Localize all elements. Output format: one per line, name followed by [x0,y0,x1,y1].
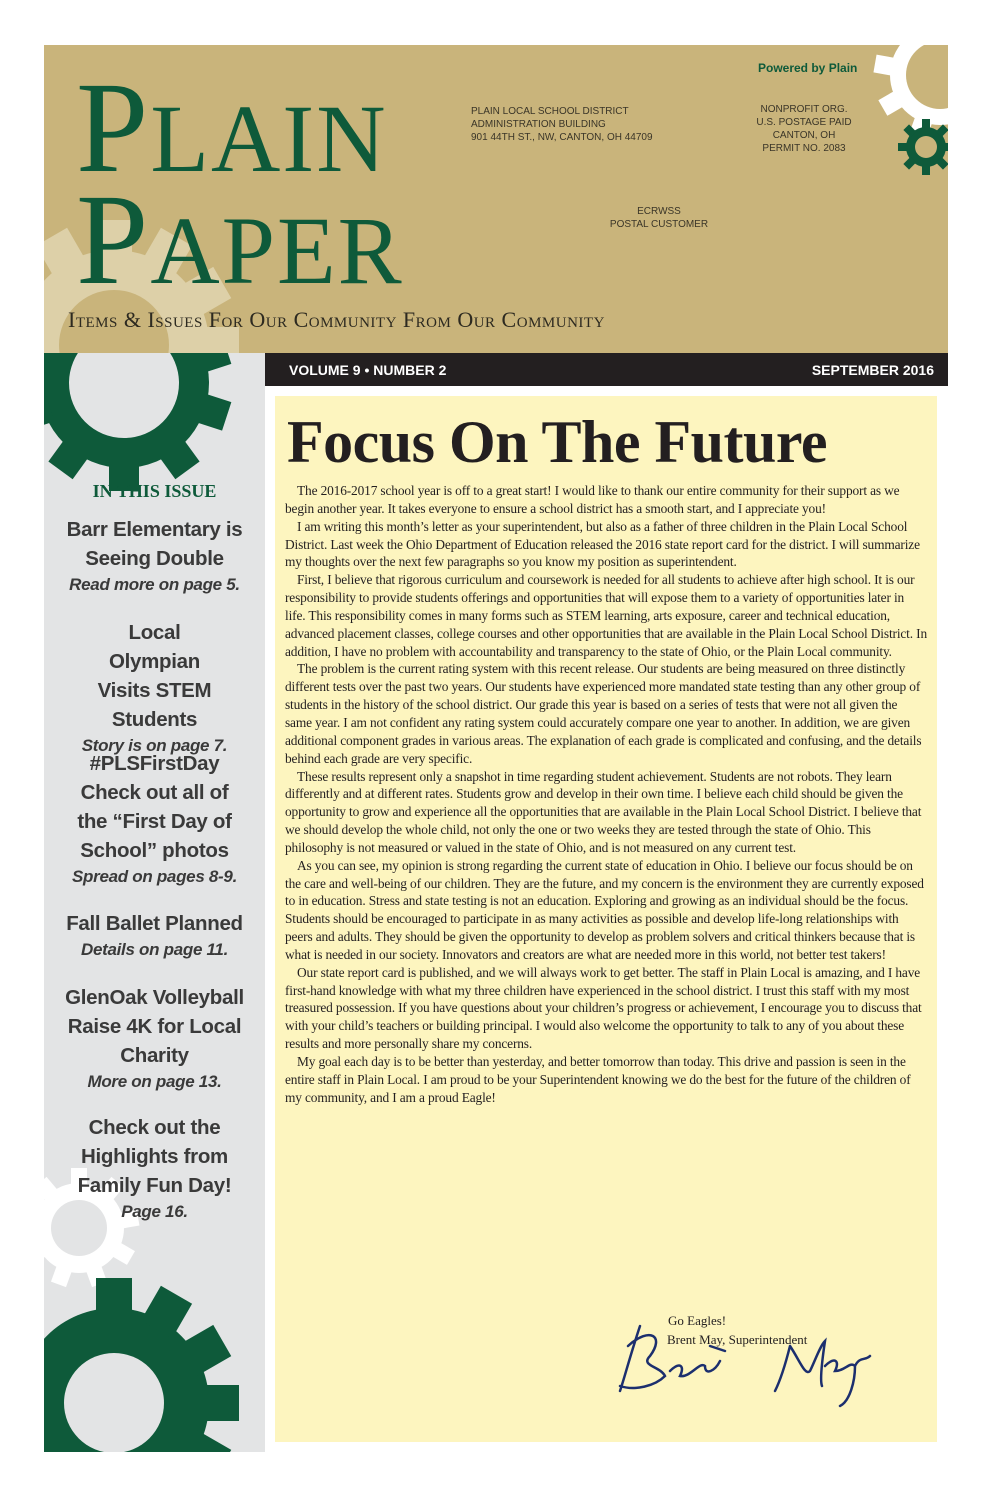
sidebar-item[interactable]: Fall Ballet Planned Details on page 11. [66,912,243,959]
paragraph: These results represent only a snapshot in time regarding student achievement. Students are not robots. They learn differently and at different rates. Students grow and develop in their own time. I believe each child should be given the opportunity to grow and experience all the opportunities that are available in the Plain Local School District. I believe that we should develop the whole child, not only the one or two weeks they are tested through the state of Ohio. This philosophy is not measured or valued in the state of Ohio, and is not measured on any current test. [285,768,922,855]
headline: Focus On The Future [287,409,828,475]
issue-date: SEPTEMBER 2016 [811,361,934,378]
paragraph: The 2016-2017 school year is off to a great start! I would like to thank our entire community for their support as we begin another year. It takes everyone to ensure a school district has a smooth start, and I appreciate you! [285,483,900,516]
sidebar-item[interactable]: Check out the Highlights from Family Fun Day! Page 16. [77,1116,232,1221]
recipient: ECRWSS POSTAL CUSTOMER [609,206,709,230]
issue-volume: VOLUME 9 • NUMBER 2 [289,361,447,378]
signature [610,1306,910,1416]
sidebar-item[interactable]: Local Olympian Visits STEM Students Story is on page 7. [81,621,228,755]
paragraph: My goal each day is to be better than yesterday, and better tomorrow than today. This drive and passion is seen in the entire staff in Plain Local. I am proud to be your Superintendent knowing we do the best for the future of the children of my community, and I am a proud Eagle! [285,1054,911,1105]
sidebar-item[interactable]: Barr Elementary is Seeing Double Read more on page 5. [66,518,243,594]
paragraph: Our state report card is published, and we will always work to get better. The staff in Plain Local is amazing, and I have first-hand knowledge with what my three children have experienced in the school district. I trust this staff with my most treasured possession. If you have questions about your children’s progress or achievement, I encourage you to discuss that with your child’s teachers or building principal. I would also welcome the opportunity to talk to any of you about these results and more personally share my concerns. [285,964,922,1052]
paragraph: First, I believe that rigorous curriculum and coursework is needed for all students to achieve after high school. It is our responsibility to provide students offerings and opportunities that will expose them to a variety of opportunities later in life. This responsibility comes in many forms such as STEM learning, arts exposure, career and technical education, advanced placement classes, college courses and other opportunities that are available in the Plain Local School District. In addition, I have no problem with accountability and transparency to the state of Ohio, or the Plain Local community. [285,572,928,659]
closing: Go Eagles! [668,1313,727,1328]
gear-icon [44,1273,244,1452]
sidebar-heading: IN THIS ISSUE [92,481,217,501]
return-address: PLAIN LOCAL SCHOOL DISTRICT ADMINISTRATION BUILDING 901 44TH ST., NW, CANTON, OH 44709 [471,106,653,143]
powered-by: Powered by Plain [758,61,858,75]
sidebar-item[interactable]: GlenOak Volleyball Raise 4K for Local Charity More on page 13. [65,986,244,1091]
issue-bar [265,353,948,386]
paragraph: The problem is the current rating system with this recent release. Our students are being measured on three distinctly different tests over the past two years. Our students have experienced more mandated state testing than any other group of students in the history of the school district. Our grade this year is based on a series of tests that were not all given the same year. I am not confident any rating system could accurately compare one year to another. In addition, we are given additional component grades in various areas. The explanation of each grade is complicated and confusing, and the details behind each grade are very specific. [285,661,922,766]
tagline: Items & Issues For Our Community From Our Community [68,307,605,332]
gear-icon [896,117,948,177]
article-body [285,482,927,1107]
postage-indicia: NONPROFIT ORG. U.S. POSTAGE PAID CANTON, OH PERMIT NO. 2083 [756,104,852,154]
masthead-title-plain: PLAIN [76,56,388,200]
signature-name: Brent May, Superintendent [667,1332,808,1347]
masthead-title-paper: PAPER [76,168,404,312]
paragraph: As you can see, my opinion is strong regarding the current state of education in Ohio. I believe our focus should be on the care and well-being of our children. They are the future, and my concern is the environment they are currently exposed to in education. Stress and state testing is not an education. Exploring and growing as an individual should be the focus. Students should be encouraged to participate in as many activities as possible and develop life-long relationships with peers and adults. They should be given the opportunity to develop as problem solvers and critical thinkers because that is what is needed in our society. Innovators and creators are what are needed more in this world, not better test takers! [285,857,924,962]
sidebar-item[interactable]: #PLSFirstDay Check out all of the “First Day of School” photos Spread on pages 8-9. [72,752,237,886]
superintendent-letter [275,396,937,1442]
masthead [44,45,948,353]
in-this-issue-sidebar [44,353,265,1452]
paragraph: I am writing this month’s letter as your superintendent, but also as a father of three children in the Plain Local School District. Last week the Ohio Department of Education released the 2016 state report card for the district. I will summarize my thoughts over the next few paragraphs so you know my position as superintendent. [285,518,920,570]
gear-icon [44,353,244,493]
